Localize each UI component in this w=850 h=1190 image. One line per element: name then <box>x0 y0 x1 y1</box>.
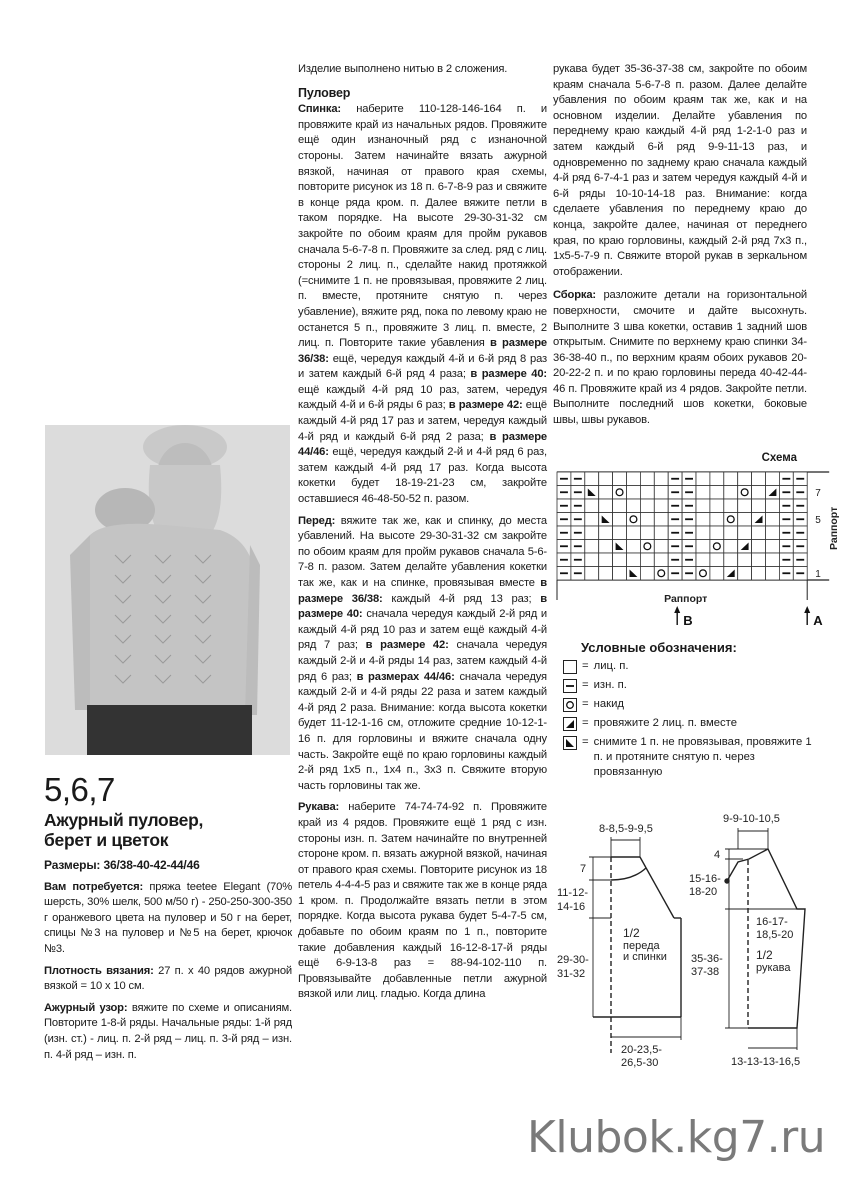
chart-cell <box>738 553 752 567</box>
dash-symbol-icon <box>563 679 577 693</box>
chart-cell <box>627 567 641 581</box>
watermark: Klubok.kg7.ru <box>527 1112 826 1163</box>
assembly-section: Сборка: разложите детали на горизонтальной поверхности, смочите и дайте высохнуть. Выполните 3 шва кокетки, оставив 1 задний шов открытым. Снимите по верхнему краю спинки 34-36-38-40 п., по верхним краям обоих рукавов 20-20-22-2 п. и по краю горловины переда 40-42-44-46 п. Провяжите край из 4 рядов. Закройте петли. Выполните последний шов кокетки, боковые швы, швы рукавов. <box>553 289 807 427</box>
gauge: Плотность вязания: 27 п. х 40 рядов ажурной вязкой = 10 х 10 см. <box>44 964 292 993</box>
body-bottom-width-1: 20-23,5- <box>621 1044 662 1056</box>
legend-title: Условные обозначения: <box>581 640 737 655</box>
sleeve-label-2: рукава <box>756 962 791 974</box>
chart-cell <box>599 472 613 486</box>
sleeve-length-2: 37-38 <box>691 966 720 978</box>
legend <box>563 640 823 784</box>
chart-cell <box>724 526 738 540</box>
chart-cell <box>710 472 724 486</box>
chart-cell <box>710 499 724 513</box>
legend-item <box>563 659 823 674</box>
sizes-value: 36/38-40-42-44/46 <box>103 858 200 872</box>
legend-item-text: изн. п. <box>593 679 627 691</box>
chart-cell <box>696 472 710 486</box>
chart-cell <box>752 567 766 581</box>
materials: Вам потребуется: пряжа teetee Elegant (70% шерсть, 30% шелк, 500 м/50 г) - 250-250-300-350 г оранжевого цвета на пуловер и 50 г на берет, спицы №3 на пуловер и №5 на берет, крючок №3. <box>44 880 292 955</box>
chart-cell <box>766 526 780 540</box>
chart-cell <box>738 526 752 540</box>
k2tog-symbol-icon <box>563 717 577 731</box>
chart-cell <box>640 567 654 581</box>
body-label-3: и спинки <box>623 951 667 963</box>
chart-cell <box>752 513 766 527</box>
chart-cell <box>640 526 654 540</box>
sleeve-length-1: 35-36- <box>691 953 723 965</box>
chart-cell <box>599 526 613 540</box>
chart-cell <box>627 553 641 567</box>
chart-cell <box>738 486 752 500</box>
sleeve-cap-top: 4 <box>714 849 721 861</box>
chart-cell <box>585 472 599 486</box>
trousers-shape <box>87 705 252 755</box>
legend-item-text: накид <box>593 698 624 710</box>
chart-cell <box>752 499 766 513</box>
chart-cell <box>738 499 752 513</box>
chart-cell <box>640 499 654 513</box>
chart-cell <box>627 499 641 513</box>
neckline <box>611 868 646 880</box>
chart-grid <box>553 452 843 632</box>
project-number: 5,6,7 <box>44 771 115 808</box>
arrow-b-icon <box>674 606 680 613</box>
chart-cell <box>599 499 613 513</box>
chart-cell <box>599 486 613 500</box>
chart-cell <box>738 513 752 527</box>
body-dimensions <box>557 823 667 1069</box>
legend-item <box>563 716 823 731</box>
sleeve-top-width: 9-9-10-10,5 <box>723 813 780 825</box>
model-photo-illustration <box>45 425 290 755</box>
chart-cell <box>766 567 780 581</box>
row-number: 1 <box>815 569 821 580</box>
chart-cell <box>752 486 766 500</box>
sleeve-label-1: 1/2 <box>756 948 773 962</box>
body-height-1: 29-30- <box>557 954 589 966</box>
chart-cell <box>724 472 738 486</box>
pullover-heading: Пуловер <box>298 85 351 100</box>
chart-cell <box>585 567 599 581</box>
chart-cell <box>613 567 627 581</box>
sizes: Размеры: 36/38-40-42-44/46 <box>44 858 200 872</box>
schematics <box>553 800 850 1100</box>
sleeve-cap-height-2: 18-20 <box>689 886 718 898</box>
front-section: Перед: вяжите так же, как и спинку, до места убавлений. На высоте 29-30-31-32 см закройте по обоим краям для пройм рукавов сначала 5-6-7-8 п. разом. Затем делайте убавления кокетки так же, как и на спинке, провязывая вместе в размере 36/38: каждый 4-й ряд 13 раз; в размере 40: сначала чередуя каждый 2-й ряд и каждый 4-й ряд 10 раз и затем ещё каждый 4-й ряд 7 раз; в размере 42: сначала чередуя каждый 2-й и 4-й ряды 14 раз, затем каждый 4-й ряд 6 раз; в размерах 44/46: сначала чередуя каждый 2-й и 4-й ряды 22 раза и затем каждый 4-й ряд 2 раза. Внимание: когда высота кокетки будет 11-12-1-16 см, отложите средние 10-12-1-16 п. для горловины и вяжите сначала одну часть. Закройте ещё по краю горловины каждый 2-й ряд 1х5 п., 1х4 п., 3х3 п. Свяжите вторую часть горловины так же. <box>298 514 548 792</box>
chart-cell <box>724 499 738 513</box>
legend-item-text: снимите 1 п. не провязывая, провяжите 1 п. и протяните снятую п. через провязанную <box>593 736 812 778</box>
project-title-line-2: берет и цветок <box>44 830 169 850</box>
chart-cell <box>738 472 752 486</box>
legend-item <box>563 678 823 693</box>
equals-sign: = <box>582 679 589 691</box>
chart-cell <box>752 472 766 486</box>
chart-cell <box>585 513 599 527</box>
chart-cell <box>613 526 627 540</box>
chart-cell <box>627 526 641 540</box>
sleeve-upper-width-1: 16-17- <box>756 916 788 928</box>
arrow-b-label: B <box>683 613 693 628</box>
chart-cell <box>613 472 627 486</box>
chart-cell <box>613 499 627 513</box>
chart-cell <box>640 486 654 500</box>
project-info <box>44 772 292 1069</box>
chart-cell <box>710 567 724 581</box>
circle-symbol-icon <box>563 698 577 712</box>
body-yoke-height-1: 11-12- <box>557 887 588 899</box>
sleeve-cap-height-1: 15-16- <box>689 873 721 885</box>
chart-cell <box>654 486 668 500</box>
chart-cell <box>654 526 668 540</box>
chart-cell <box>654 499 668 513</box>
chart-cell <box>696 486 710 500</box>
equals-sign: = <box>582 698 589 710</box>
intro: Изделие выполнено нитью в 2 сложения. <box>298 63 508 75</box>
chart-cell <box>724 540 738 554</box>
chart-cell <box>613 513 627 527</box>
legend-item-text: провяжите 2 лиц. п. вместе <box>593 717 737 729</box>
equals-sign: = <box>582 660 589 672</box>
chart-cell <box>766 472 780 486</box>
legend-item <box>563 735 823 780</box>
chart-cell <box>640 540 654 554</box>
chart-cell <box>696 526 710 540</box>
chart-cell <box>640 472 654 486</box>
chart-cell <box>710 486 724 500</box>
chart-cell <box>599 540 613 554</box>
chart-cell <box>585 526 599 540</box>
chart-title: Схема <box>761 452 797 464</box>
row-number: 5 <box>815 515 821 526</box>
body-top-width: 8-8,5-9-9,5 <box>599 823 653 835</box>
instructions-column-2 <box>553 62 807 435</box>
chart-cell <box>752 526 766 540</box>
chart-cell <box>738 567 752 581</box>
skpo-symbol-icon <box>563 736 577 750</box>
chart-cell <box>654 472 668 486</box>
arrow-a-label: A <box>813 613 823 628</box>
chart-cell <box>724 486 738 500</box>
body-neck-depth: 7 <box>580 863 587 875</box>
blank-symbol-icon <box>563 660 577 674</box>
chart-cell <box>710 553 724 567</box>
chart-cell <box>640 513 654 527</box>
chart-cell <box>627 540 641 554</box>
model-photo <box>45 425 290 755</box>
chart-cell <box>766 553 780 567</box>
sleeves-section: Рукава: наберите 74-74-74-92 п. Провяжите край из 4 рядов. Провяжите ещё 1 ряд с изн. стороны изн. п. Затем начинайте по внутренней стороне кром. п. вязать ажурной вязкой, начиная от правого края схемы. Повторите рисунок из 18 петель 4-4-4-5 раз и свяжите так же в конце ряда 1 кром. п. Продолжайте вязать петли в этом порядке. Когда высота рукава будет 5-4-7-5 см, добавьте по обоим краям по 1 п., повторите такие добавления каждый 16-12-8-17-й ряды ещё 6-9-13-8 раз = 88-94-102-110 п. Провязывайте добавленные петли ажурной вязкой или лиц. гладью. Когда длина <box>298 801 548 1001</box>
chart-cell <box>627 486 641 500</box>
chart-cell <box>696 540 710 554</box>
chart-cell <box>766 499 780 513</box>
chart-cell <box>627 472 641 486</box>
chart-cell <box>696 513 710 527</box>
chart-cell <box>752 540 766 554</box>
sleeves-section-continued <box>553 62 807 280</box>
pullover-shape <box>85 524 255 705</box>
sleeves-text-part-2: рукава будет 35-36-37-38 см, закройте по обоим краям сначала 5-6-7-8 п. разом. Далее делайте убавления по обоим краям так же, как и на основном изделии. Делайте убавления по переднему краю каждый 4-й ряд 1-2-1-0 раз и затем каждый 6-й ряд 9-9-11-13 раз, и одновременно по заднему краю сначала каждый 4-й ряд 6-7-4-1 раз и затем чередуя каждый 4-й и 6-й ряды 10-10-14-18 раз. Внимание: когда сделаете убавления по переднему краю до конца, закройте далее, начиная от переднего края, по краю горловины, каждый 2-й ряд 7х3 п., 1х5-5-7-9 п. Свяжите второй рукав в зеркальном отображении. <box>553 63 807 278</box>
chart-cell <box>724 513 738 527</box>
body-bottom-width-2: 26,5-30 <box>621 1057 659 1069</box>
project-title <box>44 810 292 850</box>
row-number: 7 <box>815 488 821 499</box>
rapport-side-label: Раппорт <box>828 506 841 550</box>
stitch-chart <box>553 452 843 632</box>
back-section: Спинка: наберите 110-128-146-164 п. и провяжите край из начальных рядов. Провяжите ещё один изнаночный ряд с изнаночной стороны. Затем начинайте вязать ажурной вязкой, начиная от правого края схемы, повторите рисунок из 18 п. 6-7-8-9 раз и свяжите в конце ряда кром. п. Далее вяжите петли в таком порядке. На высоте 29-30-31-32 см закройте по обоим краям для пройм рукавов сначала 5-6-7-8 п. Провяжите за след. ряд с лиц. стороны 2 лиц. п., сделайте накид протяжкой (=снимите 1 п. не провязывая, провяжите 2 лиц. п. вместе, протяните снятую п. через убавление), вяжите ряд, пока по левому краю не останется 5 п., провяжите 3 лиц. п. вместе, 2 лиц. п. Повторите такие убавления в размере 36/38: ещё, чередуя каждый 4-й и 6-й ряд 8 раз и затем каждый 6-й ряд 4 раза; в размере 40: ещё каждый 4-й ряд 10 раз, затем, чередуя каждый 4-й и 6-й ряды 6 раз; в размере 42: ещё каждый 4-й ряд 17 раз и затем, чередуя каждый 4-й ряд и каждый 6-й ряд 2 раза; в размере 44/46: ещё, чередуя каждый 2-й и 4-й ряд 6 раз, затем каждый 4-й ряд 17 раз. Когда высота кокетки будет 18-19-21-23 см, закройте оставшиеся 46-48-50-52 п. разом. <box>298 103 547 506</box>
chart-cell <box>696 553 710 567</box>
chart-cell <box>613 553 627 567</box>
chart-cell <box>640 553 654 567</box>
chart-cell <box>710 513 724 527</box>
rapport-bottom-label: Раппорт <box>664 593 708 605</box>
chart-cell <box>599 513 613 527</box>
equals-sign: = <box>582 717 589 729</box>
project-title-line-1: Ажурный пуловер, <box>44 810 204 830</box>
chart-cell <box>613 486 627 500</box>
chart-cell <box>585 540 599 554</box>
chart-cell <box>654 553 668 567</box>
chart-cell <box>599 553 613 567</box>
sleeve-bottom-width: 13-13-13-16,5 <box>731 1056 801 1068</box>
body-height-2: 31-32 <box>557 968 586 980</box>
chart-cell <box>696 499 710 513</box>
chart-cell <box>766 540 780 554</box>
chart-cell <box>710 526 724 540</box>
instructions-column-1 <box>298 62 547 1009</box>
chart-cell <box>696 567 710 581</box>
equals-sign: = <box>582 736 589 748</box>
chart-cell <box>627 513 641 527</box>
legend-item-text: лиц. п. <box>593 660 629 672</box>
chart-cell <box>710 540 724 554</box>
chart-cell <box>654 540 668 554</box>
chart-cell <box>752 553 766 567</box>
sleeve-dimensions <box>689 813 800 1068</box>
arrow-a-icon <box>804 606 810 613</box>
sleeves-text-part-1: наберите 74-74-74-92 п. Провяжите край из 4 рядов. Провяжите ещё 1 ряд с изн. стороны изн. п. Затем начинайте по внутренней стороне кром. п. вязать ажурной вязкой, начиная от правого края схемы. Повторите рисунок из 18 петель 4-4-4-5 раз и свяжите так же в конце ряда 1 кром. п. Продолжайте вязать петли в этом порядке. Когда высота рукава будет 5-4-7-5 см, добавьте по обоим краям по 1 п., повторите такие добавления каждый 16-12-8-17-й ряды ещё 6-9-13-8 раз = 88-94-102-110 п. Провязывайте добавленные петли ажурной вязкой или лиц. гладью. Когда длина <box>298 801 548 1001</box>
sleeve-upper-width-2: 18,5-20 <box>756 929 794 941</box>
body-yoke-height-2: 14-16 <box>557 901 586 913</box>
chart-cell <box>585 553 599 567</box>
chart-cell <box>654 513 668 527</box>
chart-cell <box>599 567 613 581</box>
chart-cell <box>654 567 668 581</box>
body-label-2: переда <box>623 940 660 952</box>
legend-item <box>563 697 823 712</box>
chart-cell <box>585 499 599 513</box>
body-label-1: 1/2 <box>623 926 640 940</box>
chart-cell <box>724 553 738 567</box>
lace-pattern: Ажурный узор: вяжите по схеме и описаниям. Повторите 1-8-й ряды. Начальные ряды: 1-й ряд (изн. ст.) - лиц. п. 2-й ряд – лиц. п. 3-й ряд – изн. п. 4-й ряд – изн. п. <box>44 1001 292 1061</box>
chart-cell <box>766 513 780 527</box>
